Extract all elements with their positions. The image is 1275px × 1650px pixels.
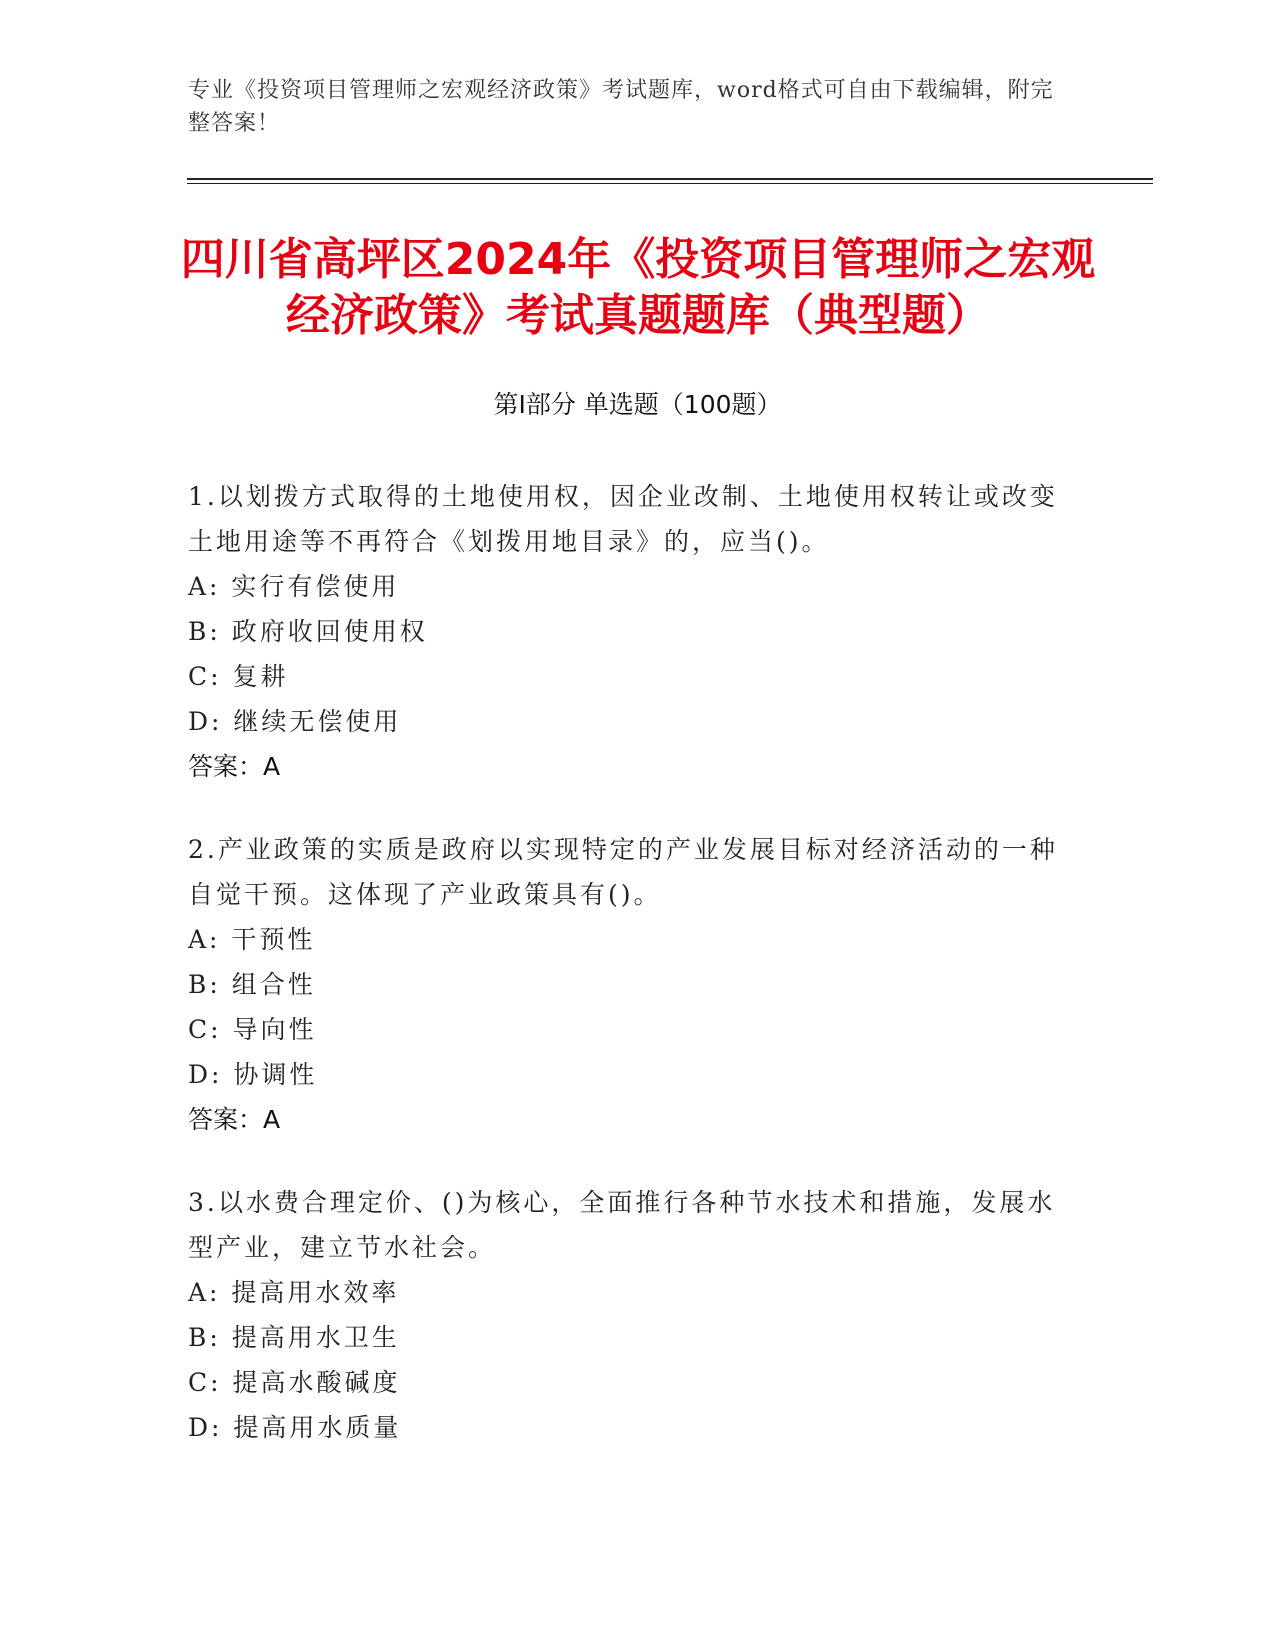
option-c: C: 导向性 <box>188 1015 317 1044</box>
option-d: D: 提高用水质量 <box>188 1413 402 1442</box>
option-b: B: 提高用水卫生 <box>188 1323 400 1352</box>
header-divider-thick <box>187 178 1153 180</box>
header-note: 专业《投资项目管理师之宏观经济政策》考试题库，word格式可自由下载编辑，附完整答案！ <box>188 78 1054 136</box>
option-d: D: 继续无偿使用 <box>188 707 402 736</box>
section-title: 第I部分 单选题（100题） <box>493 390 782 419</box>
question-stem: 2.产业政策的实质是政府以实现特定的产业发展目标对经济活动的一种自觉干预。这体现了产业政策具有()。 <box>188 835 1058 909</box>
question-stem: 3.以水费合理定价、()为核心，全面推行各种节水技术和措施，发展水型产业，建立节水社会。 <box>188 1188 1056 1262</box>
option-b: B: 政府收回使用权 <box>188 617 428 646</box>
answer: 答案：A <box>188 752 281 781</box>
header-divider-thin <box>187 183 1153 184</box>
option-c: C: 提高水酸碱度 <box>188 1368 401 1397</box>
question-2 <box>188 827 1058 1142</box>
document-title: 四川省高坪区2024年《投资项目管理师之宏观经济政策》考试真题题库（典型题） <box>180 234 1096 341</box>
question-1 <box>188 474 1058 789</box>
option-a: A: 提高用水效率 <box>188 1278 400 1307</box>
question-3 <box>188 1180 1058 1450</box>
question-list <box>188 474 1058 1488</box>
question-stem: 1.以划拨方式取得的土地使用权，因企业改制、土地使用权转让或改变土地用途等不再符合《划拨用地目录》的，应当()。 <box>188 482 1058 556</box>
option-c: C: 复耕 <box>188 662 289 691</box>
option-a: A: 实行有偿使用 <box>188 572 400 601</box>
option-a: A: 干预性 <box>188 925 316 954</box>
answer: 答案：A <box>188 1105 281 1134</box>
option-d: D: 协调性 <box>188 1060 318 1089</box>
option-b: B: 组合性 <box>188 970 316 999</box>
